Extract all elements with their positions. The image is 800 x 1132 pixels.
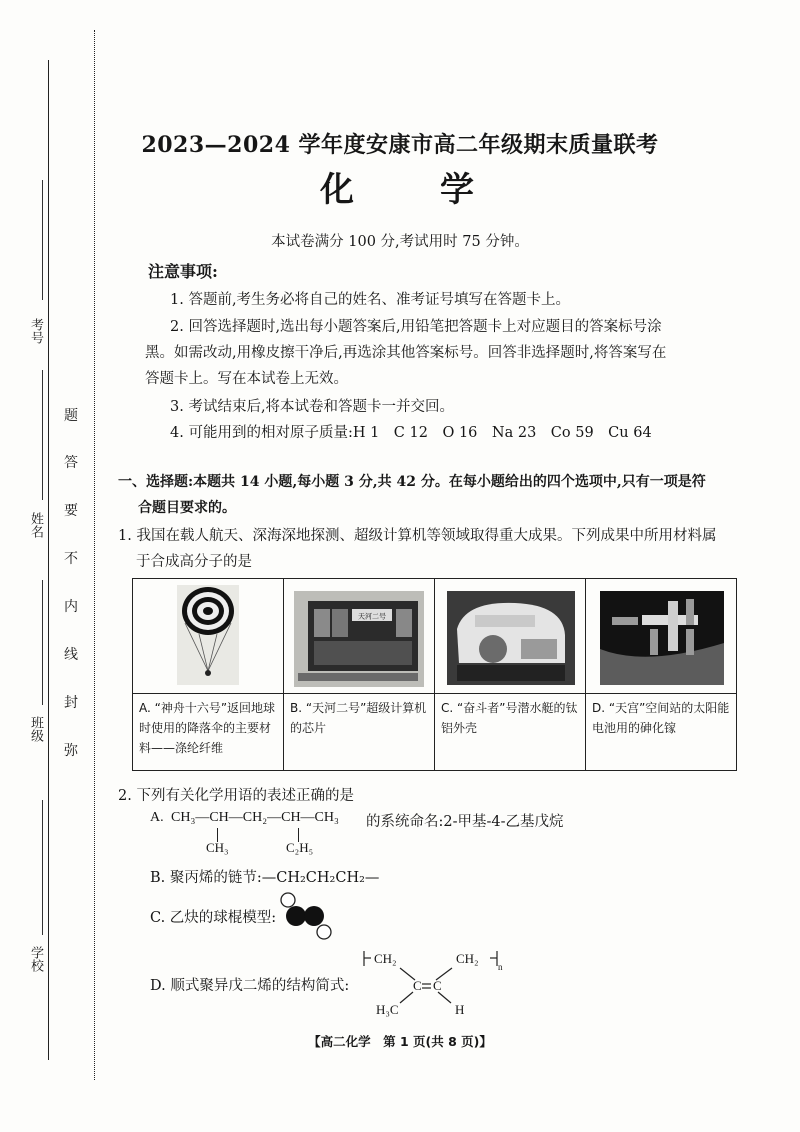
school-underline[interactable] xyxy=(42,800,44,935)
q2-option-a-sub1: CH₃ xyxy=(206,840,229,855)
class-underline[interactable] xyxy=(42,580,44,705)
notes-item-2: 黑。如需改动,用橡皮擦干净后,再选涂其他答案标号。回答非选择题时,将答案写在 xyxy=(145,345,667,361)
name-label: 姓名 xyxy=(28,512,43,538)
option-d-caption: D. “天宫”空间站的太阳能电池用的砷化镓 xyxy=(586,694,737,771)
notes-item-3: 3. 考试结束后,将本试卷和答题卡一并交回。 xyxy=(170,399,455,415)
seal-char: 答 xyxy=(64,455,78,471)
acetylene-ball-stick-model xyxy=(276,890,336,944)
seal-char: 不 xyxy=(64,551,78,567)
q2-option-b: B. 聚丙烯的链节:—CH₂CH₂CH₂— xyxy=(150,870,380,886)
parachute-image xyxy=(133,579,283,693)
q2-option-a-label: A. xyxy=(150,810,164,825)
section-heading: 合题目要求的。 xyxy=(138,500,236,516)
seal-char: 封 xyxy=(64,695,78,711)
question-1-stem: 1. 我国在载人航天、深海深地探测、超级计算机等领域取得重大成果。下列成果中所用材料属 xyxy=(118,528,717,544)
d-right-bottom: H xyxy=(455,1002,465,1017)
supercomputer-label: 天河二号 xyxy=(358,612,386,621)
option-d-image-cell xyxy=(586,579,737,694)
option-a-caption: A. “神舟十六号”返回地球时使用的降落伞的主要材料——涤纶纤维 xyxy=(133,694,284,771)
option-a-image-cell xyxy=(133,579,284,694)
submarine-image xyxy=(435,579,585,693)
seal-char: 题 xyxy=(64,408,78,424)
exam-no-label: 考号 xyxy=(28,318,43,344)
option-c-caption: C. “奋斗者”号潜水艇的钛铝外壳 xyxy=(435,694,586,771)
exam-info: 本试卷满分 100 分,考试用时 75 分钟。 xyxy=(271,234,529,250)
name-underline[interactable] xyxy=(42,370,44,500)
question-1-options-table xyxy=(132,578,737,771)
school-label: 学校 xyxy=(28,946,43,972)
section-heading: 一、选择题:本题共 14 小题,每小题 3 分,共 42 分。在每小题给出的四个选项中,只有一项是符 xyxy=(118,474,706,490)
notes-item-4: 4. 可能用到的相对原子质量:H 1 C 12 O 16 Na 23 Co 59 Cu 64 xyxy=(170,425,652,441)
supercomputer-image xyxy=(284,579,434,693)
d-left-bottom: H₃C xyxy=(376,1002,399,1017)
exam-title: 2023—2024 学年度安康市高二年级期末质量联考 xyxy=(141,132,659,158)
q2-option-d: D. 顺式聚异戊二烯的结构简式: xyxy=(150,978,350,994)
q2-option-c: C. 乙炔的球棍模型: xyxy=(150,910,277,926)
d-n-subscript: n xyxy=(498,962,503,972)
option-b-caption: B. “天河二号”超级计算机的芯片 xyxy=(284,694,435,771)
question-2-stem: 2. 下列有关化学用语的表述正确的是 xyxy=(118,788,354,804)
q2-option-a-chain: CH₃—CH—CH₂—CH—CH₃ xyxy=(171,810,339,825)
notes-item-2: 2. 回答选择题时,选出每小题答案后,用铅笔把答题卡上对应题目的答案标号涂 xyxy=(170,319,662,335)
question-1-stem: 于合成高分子的是 xyxy=(136,554,252,570)
class-label: 班级 xyxy=(28,716,43,742)
d-left-top: CH₂ xyxy=(374,951,397,966)
subject-title: 化 学 xyxy=(320,170,480,210)
page-footer: 【高二化学 第 1 页(共 8 页)】 xyxy=(308,1034,492,1049)
d-c2: C xyxy=(433,978,442,993)
seal-char: 内 xyxy=(64,599,78,615)
space-station-image xyxy=(586,579,736,693)
notes-heading: 注意事项: xyxy=(148,262,218,281)
option-b-image-cell xyxy=(284,579,435,694)
seal-char: 弥 xyxy=(64,743,78,759)
notes-item-2: 答题卡上。写在本试卷上无效。 xyxy=(145,371,348,387)
seal-char: 线 xyxy=(64,647,78,663)
option-c-image-cell xyxy=(435,579,586,694)
d-c1: C xyxy=(413,978,422,993)
q2-option-a-sub2: C₂H₅ xyxy=(286,840,314,855)
q2-option-a-text: 的系统命名:2-甲基-4-乙基戊烷 xyxy=(366,814,564,830)
d-right-top: CH₂ xyxy=(456,951,479,966)
notes-item-1: 1. 答题前,考生务必将自己的姓名、准考证号填写在答题卡上。 xyxy=(170,292,571,308)
seal-char: 要 xyxy=(64,503,78,519)
